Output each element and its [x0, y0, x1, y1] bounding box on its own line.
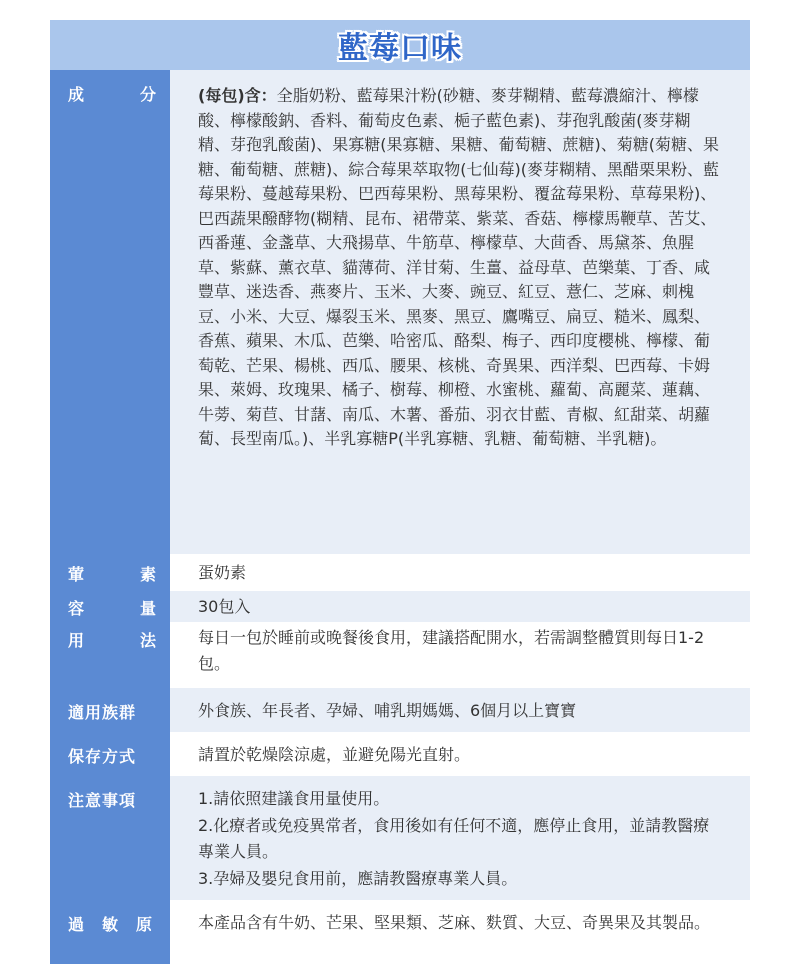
label-notes: 注意事項 [50, 776, 170, 900]
note-item: 2.化療者或免疫異常者，食用後如有任何不適，應停止食用，並請教醫療專業人員。 [198, 815, 710, 861]
label-char: 過 [68, 915, 85, 934]
label-char: 葷 [68, 565, 85, 584]
label-char: 原 [135, 915, 152, 934]
value-notes [170, 776, 750, 900]
label-ingredients [50, 70, 170, 554]
row-ingredients [50, 70, 750, 554]
label-capacity [50, 591, 170, 622]
note-item: 1.請依照建議食用量使用。 [198, 789, 390, 808]
value-diet: 蛋奶素 [170, 554, 750, 591]
title-bar [50, 20, 750, 70]
product-title: 藍莓口味 [338, 31, 462, 66]
value-usage: 每日一包於睡前或晚餐後食用，建議搭配開水，若需調整體質則每日1-2包。 [170, 622, 750, 688]
row-notes [50, 776, 750, 900]
row-capacity [50, 591, 750, 622]
row-storage [50, 732, 750, 776]
row-target [50, 688, 750, 732]
label-char: 分 [139, 85, 156, 104]
value-capacity: 30包入 [170, 591, 750, 622]
label-char: 素 [139, 565, 156, 584]
note-item: 3.孕婦及嬰兒食用前，應請教醫療專業人員。 [198, 868, 518, 888]
value-storage: 請置於乾燥陰涼處，並避免陽光直射。 [170, 732, 750, 776]
product-info-sheet [50, 20, 750, 964]
value-allergen: 本產品含有牛奶、芒果、堅果類、芝麻、麩質、大豆、奇異果及其製品。 [170, 900, 750, 964]
row-allergen [50, 900, 750, 964]
label-char: 用 [68, 631, 85, 650]
ingredients-text: 全脂奶粉、藍莓果汁粉(砂糖、麥芽糊精、藍莓濃縮汁、檸檬酸、檸檬酸鈉、香料、葡萄皮色素、梔子藍色素)、芽孢乳酸菌(麥芽糊精、芽孢乳酸菌)、果寡糖(果寡糖、果糖、葡萄糖、蔗糖)、菊糖(菊糖、果糖、葡萄糖、蔗糖)、綜合莓果萃取物(七仙莓)(麥芽糊精、黑醋栗果粉、藍莓果粉、蔓越莓果粉、巴西莓果粉、黑莓果粉、覆盆莓果粉、草莓果粉)、巴西蔬果醱酵物(糊精、昆布、裙帶菜、紫菜、香菇、檸檬馬鞭草、苦艾、西番蓮、金盞草、大飛揚草、牛筋草、檸檬草、大茴香、馬黛茶、魚腥草、紫蘇、薰衣草、貓薄荷、洋甘菊、生薑、益母草、芭樂葉、丁香、咸豐草、迷迭香、燕麥片、玉米、大麥、豌豆、紅豆、薏仁、芝麻、刺槐豆、小米、大豆、爆裂玉米、黑麥、黑豆、鷹嘴豆、扁豆、糙米、鳳梨、香蕉、蘋果、木瓜、芭樂、哈密瓜、酪梨、梅子、西印度櫻桃、檸檬、葡萄乾、芒果、楊桃、西瓜、腰果、核桃、奇異果、西洋梨、巴西莓、卡姆果、萊姆、玫瑰果、橘子、樹莓、柳橙、水蜜桃、蘿蔔、高麗菜、蓮藕、牛蒡、菊苣、甘藷、南瓜、木薯、番茄、羽衣甘藍、青椒、紅甜菜、胡蘿蔔、長型南瓜。)、半乳寡糖P(半乳寡糖、乳糖、葡萄糖、半乳糖)。 [198, 86, 719, 448]
row-usage [50, 622, 750, 688]
label-diet [50, 554, 170, 591]
info-table [50, 70, 750, 964]
value-ingredients [170, 70, 750, 554]
row-diet [50, 554, 750, 591]
label-usage [50, 622, 170, 688]
value-target: 外食族、年長者、孕婦、哺乳期媽媽、6個月以上寶寶 [170, 688, 750, 732]
label-target: 適用族群 [50, 688, 170, 732]
label-char: 法 [139, 631, 156, 650]
ingredients-prefix: (每包)含： [198, 86, 277, 105]
label-allergen [50, 900, 170, 964]
label-char: 敏 [101, 915, 118, 934]
label-char: 成 [68, 85, 85, 104]
label-char: 容 [68, 599, 85, 618]
label-char: 量 [139, 599, 156, 618]
label-storage: 保存方式 [50, 732, 170, 776]
